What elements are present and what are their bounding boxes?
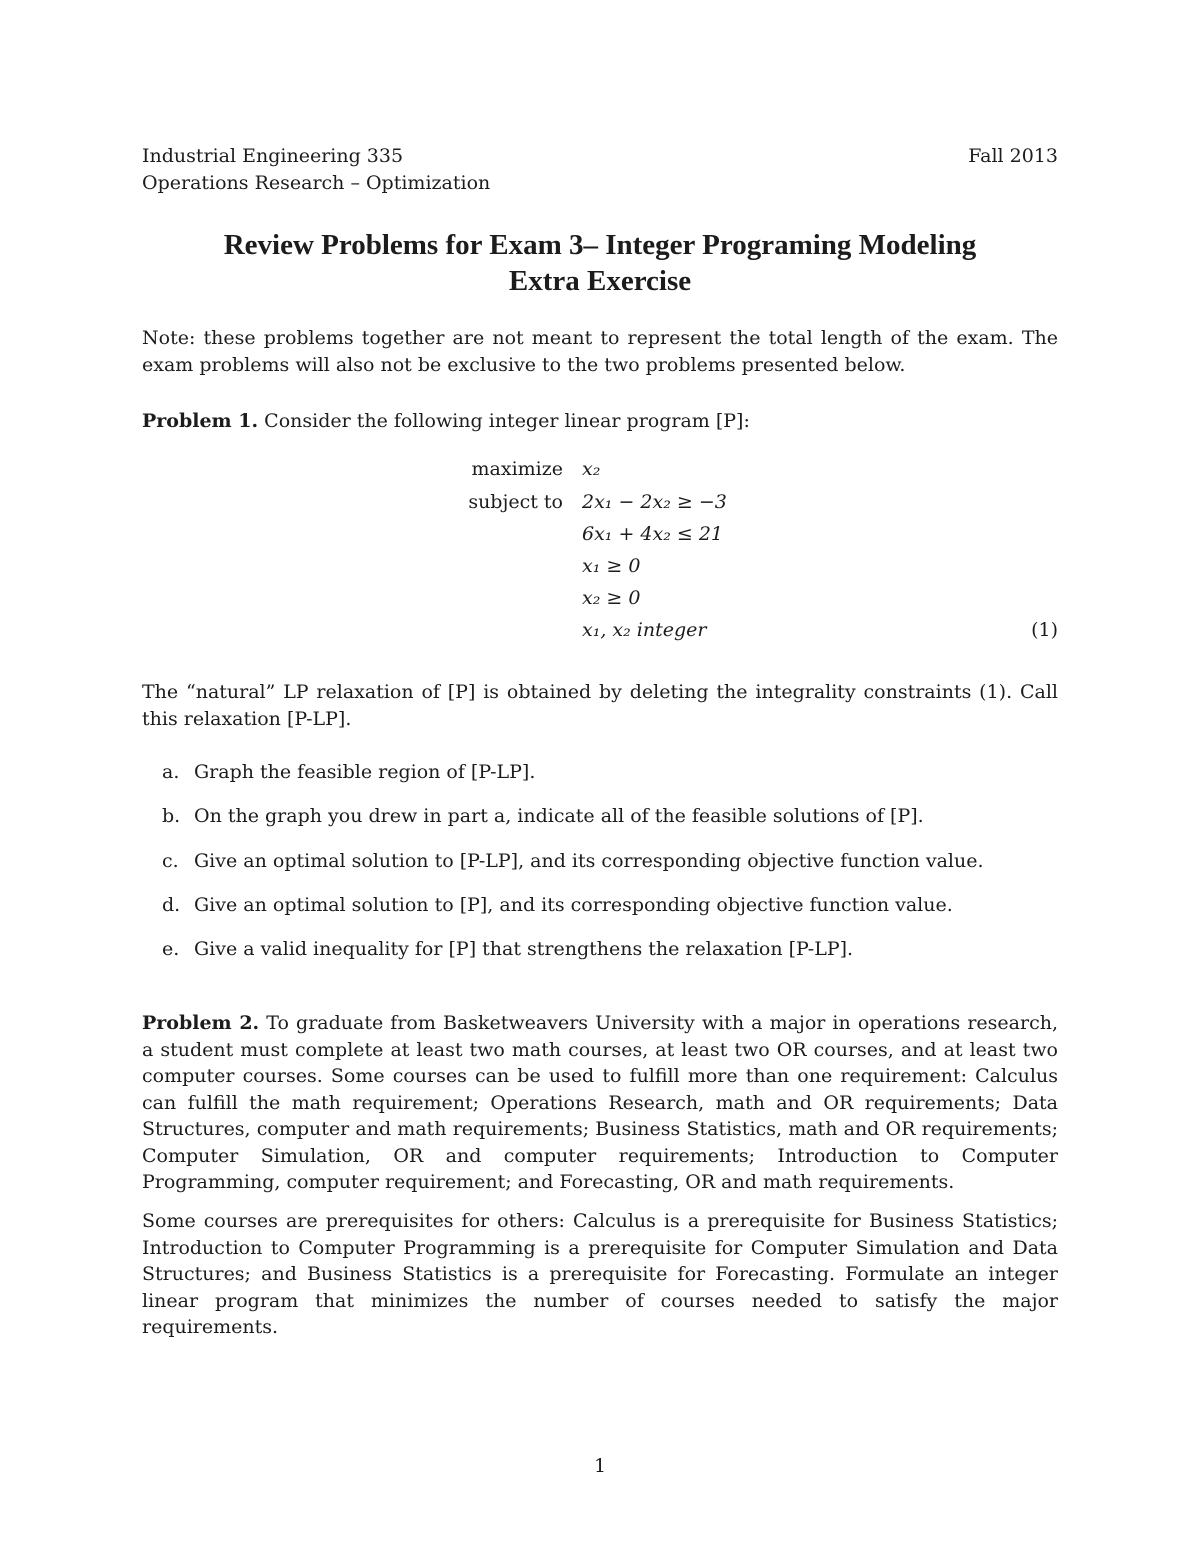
problem2-paragraph-1: [142, 1010, 1058, 1196]
objective-expression: x₂: [582, 458, 601, 480]
problem1-heading: Problem 1.: [142, 410, 259, 432]
part-d-text: Give an optimal solution to [P], and its corresponding objective function value.: [194, 894, 953, 916]
part-d-label: d.: [162, 894, 181, 916]
problem2-text-1: To graduate from Basketweavers University with a major in operations research, a student must complete at least two math courses, at least two OR courses, and at least two computer courses. Some courses can be used to fulfill more than one requirement: Calculus can fulfill the math requirement; Operations Research, math and OR requirements; Data Structures, computer and math requirements; Business Statistics, math and OR requirements; Computer Simulation, OR and computer requirements; Introduction to Computer Programming, computer requirement; and Forecasting, OR and math requirements.: [142, 1012, 1058, 1193]
course-subtitle: Operations Research – Optimization: [142, 172, 491, 194]
part-b-label: b.: [162, 805, 181, 827]
course-name: Industrial Engineering 335: [142, 145, 404, 167]
page-title: Review Problems for Exam 3– Integer Programing Modeling: [223, 229, 977, 261]
constraint-2: 6x₁ + 4x₂ ≤ 21: [582, 523, 724, 545]
part-b: [162, 805, 924, 827]
page-number: 1: [593, 1455, 607, 1477]
term: Fall 2013: [968, 145, 1058, 167]
subject-to-label: subject to: [468, 491, 563, 513]
problem1-intro-line: [142, 410, 750, 432]
part-b-text: On the graph you drew in part a, indicate all of the feasible solutions of [P].: [194, 805, 924, 827]
part-c: [162, 850, 984, 872]
part-a: [162, 761, 535, 783]
part-e-text: Give a valid inequality for [P] that strengthens the relaxation [P-LP].: [194, 938, 854, 960]
part-c-label: c.: [162, 850, 179, 872]
problem2-paragraph-2: Some courses are prerequisites for others: Calculus is a prerequisite for Business Statistics; Introduction to Computer Programming is a prerequisite for Computer Simulation and Data Structures; and Business Statistics is a prerequisite for Forecasting. Formulate an integer linear program that minimizes the number of courses needed to satisfy the major requirements.: [142, 1210, 1058, 1338]
relaxation-paragraph: The “natural” LP relaxation of [P] is obtained by deleting the integrality constraints (1). Call this relaxation [P-LP].: [142, 681, 1058, 730]
part-e-label: e.: [162, 938, 180, 960]
part-c-text: Give an optimal solution to [P-LP], and its corresponding objective function value.: [194, 850, 984, 872]
part-a-label: a.: [162, 761, 180, 783]
constraint-4: x₂ ≥ 0: [582, 587, 641, 609]
constraint-3: x₁ ≥ 0: [582, 555, 641, 577]
constraint-1: 2x₁ − 2x₂ ≥ −3: [582, 491, 727, 513]
part-e: [162, 938, 853, 960]
part-a-text: Graph the feasible region of [P-LP].: [194, 761, 536, 783]
problem2-heading: Problem 2.: [142, 1012, 260, 1034]
equation-number: (1): [1031, 619, 1058, 641]
note-paragraph: Note: these problems together are not meant to represent the total length of the exam. The exam problems will also not be exclusive to the two problems presented below.: [142, 327, 1058, 376]
maximize-label: maximize: [471, 458, 563, 480]
constraint-integrality: x₁, x₂ integer: [582, 619, 707, 641]
part-d: [162, 894, 953, 916]
page-subtitle: Extra Exercise: [508, 265, 692, 297]
problem1-intro: Consider the following integer linear program [P]:: [264, 410, 750, 432]
